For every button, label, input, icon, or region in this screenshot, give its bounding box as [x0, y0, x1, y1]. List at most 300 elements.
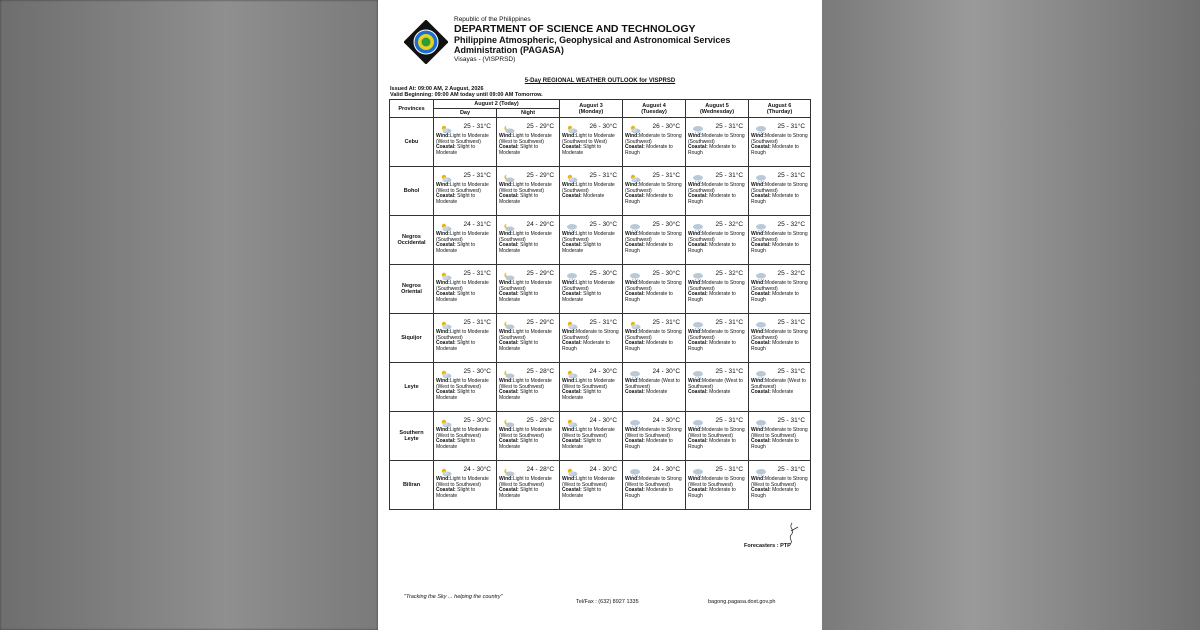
forecast-cell	[623, 167, 686, 216]
coastal-label: Coastal:	[688, 144, 708, 150]
province-name: Siquijor	[390, 314, 434, 363]
forecast-cell	[434, 167, 497, 216]
forecast-details	[562, 232, 621, 254]
temperature-range: 25 - 31°C	[652, 172, 681, 179]
temperature-range: 25 - 30°C	[589, 221, 618, 228]
wind-value: Light to Moderate (West to Southwest)	[499, 378, 552, 390]
department-title: DEPARTMENT OF SCIENCE AND TECHNOLOGY	[454, 23, 696, 35]
sun-cloud-icon	[440, 170, 452, 179]
wind-value: Light to Moderate (Southwest)	[436, 231, 489, 243]
coastal-label: Coastal:	[688, 193, 708, 199]
today-night-header: Night	[497, 109, 560, 118]
coastal-value: Moderate to Rough	[688, 144, 736, 156]
coastal-value: Slight to Moderate	[436, 291, 476, 303]
coastal-label: Coastal:	[751, 438, 771, 444]
coastal-value: Slight to Moderate	[562, 144, 602, 156]
coastal-label: Coastal:	[625, 389, 645, 395]
temperature-range: 25 - 31°C	[715, 123, 744, 130]
forecast-cell	[434, 265, 497, 314]
coastal-label: Coastal:	[688, 340, 708, 346]
forecast-details	[625, 232, 684, 254]
temperature-range: 25 - 31°C	[463, 123, 491, 130]
forecast-details	[562, 379, 621, 401]
forecast-cell	[749, 118, 811, 167]
forecast-cell	[749, 461, 811, 510]
coastal-value: Slight to Moderate	[436, 242, 476, 254]
blurred-background-left	[0, 0, 378, 630]
coastal-label: Coastal:	[751, 291, 771, 297]
wind-value: Moderate to Strong (West to Southwest)	[688, 476, 745, 488]
coastal-label: Coastal:	[436, 487, 456, 493]
temperature-range: 25 - 31°C	[777, 123, 806, 130]
temperature-range: 25 - 31°C	[715, 417, 744, 424]
sun-cloud-icon	[440, 219, 452, 228]
forecast-details	[436, 379, 495, 401]
coastal-label: Coastal:	[562, 340, 582, 346]
coastal-label: Coastal:	[625, 438, 645, 444]
wind-value: Moderate to Strong (West to Southwest)	[751, 476, 808, 488]
coastal-value: Slight to Moderate	[499, 438, 539, 450]
coastal-value: Moderate to Rough	[688, 340, 736, 352]
rain-cloud-icon	[566, 268, 578, 277]
temperature-range: 24 - 30°C	[652, 466, 681, 473]
temperature-range: 25 - 31°C	[715, 466, 744, 473]
coastal-label: Coastal:	[625, 242, 645, 248]
republic-label: Republic of the Philippines	[454, 16, 531, 23]
forecast-details	[436, 183, 495, 205]
forecast-cell	[686, 461, 749, 510]
coastal-label: Coastal:	[562, 144, 582, 150]
table-row	[390, 167, 811, 216]
wind-value: Light to Moderate (West to Southwest)	[499, 182, 552, 194]
province-name: Negros Occidental	[390, 216, 434, 265]
wind-value: Moderate to Strong (West to Southwest)	[688, 427, 745, 439]
forecast-details	[751, 183, 809, 205]
wind-label: Wind:	[499, 231, 513, 237]
coastal-label: Coastal:	[499, 389, 519, 395]
forecast-cell	[497, 265, 560, 314]
wind-value: Light to Moderate (West to Southwest)	[436, 427, 489, 439]
forecast-cell	[497, 167, 560, 216]
wind-value: Moderate to Strong (Southwest)	[688, 182, 745, 194]
moon-cloud-icon	[503, 317, 515, 326]
temperature-range: 25 - 30°C	[463, 417, 491, 424]
wind-label: Wind:	[499, 378, 513, 384]
wind-value: Light to Moderate (West to Southwest)	[436, 182, 489, 194]
coastal-label: Coastal:	[499, 242, 519, 248]
coastal-value: Slight to Moderate	[562, 242, 602, 254]
forecast-details	[751, 477, 809, 499]
wind-value: Moderate to Strong (Southwest)	[625, 133, 682, 145]
temperature-range: 25 - 31°C	[463, 270, 491, 277]
forecast-details	[625, 281, 684, 303]
forecast-cell	[497, 118, 560, 167]
sun-cloud-icon	[566, 366, 578, 375]
wind-value: Moderate to Strong (Southwest)	[751, 182, 808, 194]
temperature-range: 25 - 29°C	[526, 123, 555, 130]
agency-name-line1: Philippine Atmospheric, Geophysical and Astronomical Services	[454, 35, 731, 45]
wind-value: Moderate to Strong (Southwest)	[688, 231, 745, 243]
wind-value: Moderate to Strong (West to Southwest)	[625, 476, 682, 488]
province-name: Leyte	[390, 363, 434, 412]
forecast-cell	[749, 167, 811, 216]
forecast-cell	[686, 363, 749, 412]
forecast-details	[751, 134, 809, 156]
temperature-range: 25 - 32°C	[715, 270, 744, 277]
forecasters-label: Forecasters : PTP	[744, 543, 791, 549]
rain-cloud-icon	[566, 219, 578, 228]
coastal-value: Moderate to Rough	[625, 144, 673, 156]
forecast-cell	[686, 118, 749, 167]
coastal-value: Slight to Moderate	[436, 487, 476, 499]
rain-cloud-icon	[755, 415, 767, 424]
temperature-range: 25 - 31°C	[715, 172, 744, 179]
forecast-cell	[623, 216, 686, 265]
coastal-value: Moderate to Rough	[751, 242, 799, 254]
wind-label: Wind:	[688, 329, 702, 335]
wind-value: Moderate to Strong (Southwest)	[688, 329, 745, 341]
forecast-details	[688, 134, 747, 156]
temperature-range: 25 - 30°C	[652, 270, 681, 277]
footer-slogan: "Tracking the Sky ... helping the country"	[404, 594, 503, 600]
day-header: August 5 (Wednesday)	[686, 100, 749, 118]
forecast-cell	[623, 412, 686, 461]
rain-cloud-icon	[692, 268, 704, 277]
forecast-details	[562, 281, 621, 303]
forecast-details	[562, 134, 621, 156]
rain-cloud-icon	[692, 121, 704, 130]
rain-cloud-icon	[692, 366, 704, 375]
coastal-label: Coastal:	[436, 389, 456, 395]
coastal-label: Coastal:	[751, 389, 771, 395]
wind-label: Wind:	[625, 476, 639, 482]
wind-label: Wind:	[625, 427, 639, 433]
province-name: Cebu	[390, 118, 434, 167]
rain-cloud-icon	[629, 268, 641, 277]
forecast-details	[436, 281, 495, 303]
rain-cloud-icon	[692, 219, 704, 228]
wind-value: Moderate to Strong (Southwest)	[625, 280, 682, 292]
forecast-cell	[749, 314, 811, 363]
forecast-details	[625, 379, 684, 396]
coastal-label: Coastal:	[436, 291, 456, 297]
coastal-label: Coastal:	[436, 242, 456, 248]
forecast-details	[499, 232, 558, 254]
wind-label: Wind:	[562, 280, 576, 286]
coastal-value: Moderate	[583, 193, 605, 199]
forecast-details	[625, 134, 684, 156]
wind-label: Wind:	[499, 182, 513, 188]
forecast-details	[436, 428, 495, 450]
coastal-label: Coastal:	[436, 144, 456, 150]
forecast-cell	[497, 412, 560, 461]
forecast-cell	[497, 363, 560, 412]
report-title: 5-Day REGIONAL WEATHER OUTLOOK for VISPRSD	[524, 78, 676, 84]
coastal-value: Slight to Moderate	[499, 144, 539, 156]
wind-value: Moderate to Strong (Southwest)	[625, 329, 682, 341]
sun-cloud-icon	[440, 415, 452, 424]
forecast-details	[625, 477, 684, 499]
coastal-value: Slight to Moderate	[436, 438, 476, 450]
wind-value: Moderate (West to Southwest)	[688, 378, 743, 390]
temperature-range: 25 - 32°C	[777, 221, 806, 228]
rain-cloud-icon	[755, 170, 767, 179]
coastal-value: Slight to Moderate	[436, 340, 476, 352]
wind-label: Wind:	[562, 476, 576, 482]
rain-cloud-icon	[755, 366, 767, 375]
temperature-range: 25 - 31°C	[777, 417, 806, 424]
wind-value: Light to Moderate (West to Southwest)	[499, 133, 552, 145]
wind-value: Light to Moderate (Southwest)	[562, 182, 615, 194]
forecast-details	[499, 379, 558, 401]
coastal-label: Coastal:	[751, 144, 771, 150]
wind-label: Wind:	[625, 182, 639, 188]
wind-value: Moderate (West to Southwest)	[751, 378, 806, 390]
wind-label: Wind:	[625, 133, 639, 139]
rain-cloud-icon	[629, 219, 641, 228]
forecast-cell	[686, 412, 749, 461]
coastal-label: Coastal:	[751, 340, 771, 346]
coastal-value: Moderate	[709, 389, 731, 395]
coastal-value: Slight to Moderate	[562, 438, 602, 450]
wind-value: Light to Moderate (Southwest)	[562, 231, 615, 243]
forecast-cell	[623, 314, 686, 363]
wind-label: Wind:	[625, 231, 639, 237]
coastal-value: Moderate to Rough	[751, 438, 799, 450]
moon-cloud-icon	[503, 121, 515, 130]
province-name: Negros Oriental	[390, 265, 434, 314]
coastal-value: Moderate to Rough	[625, 291, 673, 303]
wind-label: Wind:	[751, 378, 765, 384]
coastal-value: Moderate to Rough	[751, 144, 799, 156]
rain-cloud-icon	[692, 170, 704, 179]
coastal-value: Moderate	[646, 389, 668, 395]
wind-label: Wind:	[436, 280, 450, 286]
forecast-details	[499, 330, 558, 352]
temperature-range: 26 - 30°C	[652, 123, 681, 130]
table-row	[390, 216, 811, 265]
wind-value: Moderate to Strong (Southwest)	[751, 280, 808, 292]
coastal-value: Moderate	[772, 389, 794, 395]
wind-value: Light to Moderate (Southwest)	[436, 280, 489, 292]
forecast-cell	[434, 363, 497, 412]
wind-label: Wind:	[562, 231, 576, 237]
forecast-cell	[560, 118, 623, 167]
coastal-value: Moderate to Rough	[625, 242, 673, 254]
wind-value: Moderate to Strong (Southwest)	[625, 231, 682, 243]
coastal-value: Slight to Moderate	[436, 389, 476, 401]
forecast-cell	[749, 265, 811, 314]
province-name: Biliran	[390, 461, 434, 510]
coastal-label: Coastal:	[625, 193, 645, 199]
wind-value: Light to Moderate (Southwest)	[562, 280, 615, 292]
day-header: August 6 (Thurday)	[749, 100, 811, 118]
temperature-range: 25 - 31°C	[777, 466, 806, 473]
temperature-range: 25 - 31°C	[777, 319, 806, 326]
forecast-details	[625, 330, 684, 352]
wind-label: Wind:	[499, 133, 513, 139]
wind-value: Light to Moderate (West to Southwest)	[562, 476, 615, 488]
wind-label: Wind:	[436, 427, 450, 433]
temperature-range: 25 - 31°C	[715, 319, 744, 326]
forecast-cell	[623, 118, 686, 167]
forecast-details	[562, 477, 621, 499]
wind-value: Light to Moderate (West to Southwest)	[562, 378, 615, 390]
wind-label: Wind:	[688, 182, 702, 188]
forecast-details	[688, 232, 747, 254]
forecast-details	[688, 477, 747, 499]
wind-label: Wind:	[436, 133, 450, 139]
coastal-label: Coastal:	[436, 193, 456, 199]
coastal-value: Moderate to Rough	[688, 242, 736, 254]
forecast-cell	[434, 461, 497, 510]
forecast-details	[562, 183, 621, 200]
moon-cloud-icon	[503, 366, 515, 375]
forecast-cell	[623, 461, 686, 510]
coastal-value: Slight to Moderate	[499, 242, 539, 254]
wind-value: Moderate (West to Southwest)	[625, 378, 680, 390]
moon-cloud-icon	[503, 170, 515, 179]
wind-label: Wind:	[625, 329, 639, 335]
temperature-range: 25 - 30°C	[652, 221, 681, 228]
coastal-value: Moderate to Rough	[625, 193, 673, 205]
temperature-range: 24 - 29°C	[526, 221, 555, 228]
issue-info	[390, 86, 543, 98]
forecast-details	[499, 134, 558, 156]
coastal-label: Coastal:	[688, 389, 708, 395]
forecast-cell	[497, 216, 560, 265]
rain-cloud-icon	[629, 415, 641, 424]
wind-label: Wind:	[499, 329, 513, 335]
temperature-range: 25 - 31°C	[589, 172, 618, 179]
wind-value: Moderate to Strong (Southwest)	[688, 133, 745, 145]
forecast-details	[625, 428, 684, 450]
rain-cloud-icon	[692, 464, 704, 473]
forecast-details	[436, 330, 495, 352]
forecast-details	[751, 428, 809, 450]
forecast-details	[436, 232, 495, 254]
rain-cloud-icon	[755, 317, 767, 326]
coastal-value: Moderate to Rough	[688, 193, 736, 205]
wind-value: Light to Moderate (Southwest)	[499, 231, 552, 243]
wind-label: Wind:	[751, 133, 765, 139]
sun-cloud-icon	[566, 121, 578, 130]
wind-label: Wind:	[436, 329, 450, 335]
coastal-value: Moderate to Rough	[625, 340, 673, 352]
forecast-cell	[686, 167, 749, 216]
coastal-value: Slight to Moderate	[499, 340, 539, 352]
footer-telfax: Tel/Fax : (632) 8927 1335	[576, 599, 639, 605]
coastal-value: Slight to Moderate	[436, 144, 476, 156]
wind-label: Wind:	[688, 231, 702, 237]
sun-cloud-icon	[440, 317, 452, 326]
day-header: August 4 (Tuesday)	[623, 100, 686, 118]
provinces-header: Provinces	[390, 100, 434, 118]
wind-label: Wind:	[562, 182, 576, 188]
coastal-label: Coastal:	[499, 291, 519, 297]
footer-website[interactable]: bagong.pagasa.dost.gov.ph	[708, 599, 776, 605]
temperature-range: 25 - 29°C	[526, 172, 555, 179]
forecast-cell	[434, 216, 497, 265]
forecast-cell	[560, 265, 623, 314]
pagasa-logo-icon	[404, 20, 448, 64]
coastal-label: Coastal:	[499, 438, 519, 444]
day-header: August 3 (Monday)	[560, 100, 623, 118]
blurred-background-right	[822, 0, 1200, 630]
rain-cloud-icon	[692, 317, 704, 326]
coastal-label: Coastal:	[625, 291, 645, 297]
wind-label: Wind:	[499, 280, 513, 286]
coastal-label: Coastal:	[625, 487, 645, 493]
sun-cloud-icon	[440, 268, 452, 277]
wind-value: Light to Moderate (West to Southwest)	[436, 378, 489, 390]
coastal-label: Coastal:	[436, 340, 456, 346]
forecast-cell	[560, 167, 623, 216]
wind-label: Wind:	[436, 476, 450, 482]
temperature-range: 25 - 31°C	[463, 172, 491, 179]
table-row	[390, 314, 811, 363]
coastal-value: Slight to Moderate	[499, 291, 539, 303]
temperature-range: 25 - 32°C	[777, 270, 806, 277]
wind-value: Moderate to Strong (West to Southwest)	[751, 427, 808, 439]
coastal-label: Coastal:	[625, 340, 645, 346]
coastal-label: Coastal:	[751, 487, 771, 493]
forecast-cell	[434, 412, 497, 461]
coastal-value: Slight to Moderate	[436, 193, 476, 205]
forecast-cell	[497, 314, 560, 363]
coastal-value: Slight to Moderate	[562, 389, 602, 401]
coastal-label: Coastal:	[499, 340, 519, 346]
moon-cloud-icon	[503, 464, 515, 473]
forecast-cell	[434, 314, 497, 363]
wind-value: Light to Moderate (West to Southwest)	[499, 476, 552, 488]
forecast-cell	[560, 461, 623, 510]
forecast-details	[751, 330, 809, 352]
forecast-details	[751, 232, 809, 254]
coastal-value: Moderate to Rough	[751, 340, 799, 352]
letterhead	[404, 16, 814, 64]
wind-label: Wind:	[751, 329, 765, 335]
wind-label: Wind:	[688, 378, 702, 384]
rain-cloud-icon	[629, 464, 641, 473]
temperature-range: 25 - 31°C	[777, 368, 806, 375]
today-day-header: Day	[434, 109, 497, 118]
issued-at: Issued At: 09:00 AM, 2 August, 2026	[390, 86, 484, 92]
table-row	[390, 412, 811, 461]
coastal-label: Coastal:	[499, 193, 519, 199]
table-row	[390, 461, 811, 510]
sun-cloud-icon	[566, 464, 578, 473]
wind-value: Moderate to Strong (Southwest)	[625, 182, 682, 194]
forecast-cell	[749, 216, 811, 265]
forecast-cell	[560, 314, 623, 363]
province-name: Bohol	[390, 167, 434, 216]
temperature-range: 25 - 29°C	[526, 319, 555, 326]
wind-label: Wind:	[688, 280, 702, 286]
wind-label: Wind:	[499, 476, 513, 482]
temperature-range: 25 - 29°C	[526, 270, 555, 277]
wind-value: Light to Moderate (Southwest)	[499, 329, 552, 341]
sun-cloud-icon	[440, 464, 452, 473]
forecast-details	[688, 281, 747, 303]
temperature-range: 24 - 30°C	[589, 368, 618, 375]
wind-label: Wind:	[499, 427, 513, 433]
sun-cloud-icon	[629, 317, 641, 326]
temperature-range: 24 - 30°C	[463, 466, 491, 473]
forecast-details	[436, 134, 495, 156]
wind-value: Light to Moderate (West to Southwest)	[562, 427, 615, 439]
outlook-table-body	[390, 118, 811, 510]
